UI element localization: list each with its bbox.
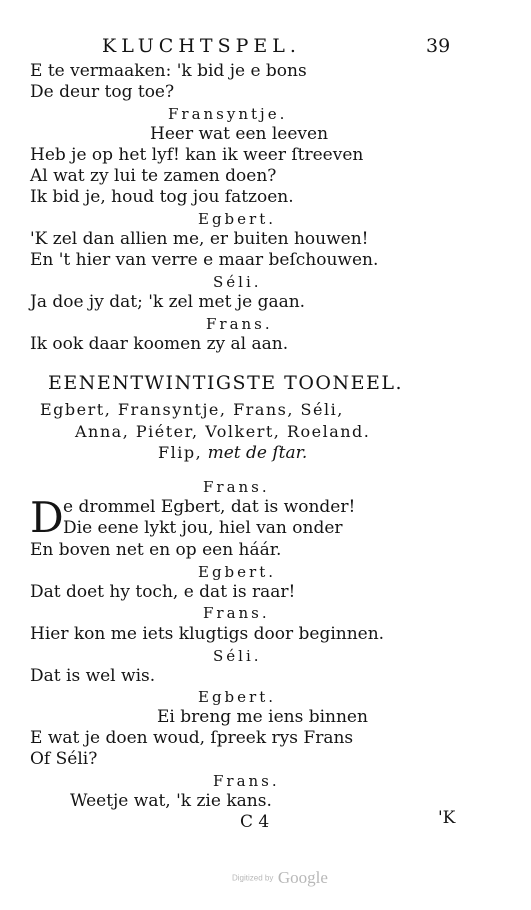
- verse-line: De deur tog toe?: [30, 82, 175, 102]
- verse-line: 'K zel dan allien me, er buiten houwen!: [30, 229, 369, 249]
- signature-mark: C 4: [240, 812, 270, 832]
- verse-line: e drommel Egbert, dat is wonder!: [63, 497, 356, 517]
- digitized-label: Digitized by: [232, 873, 274, 883]
- verse-line: Ja doe jy dat; 'k zel met je gaan.: [30, 292, 306, 312]
- cast-list: [158, 443, 307, 463]
- google-logo: Google: [277, 868, 328, 887]
- verse-line: Ik bid je, houd tog jou fatzoen.: [30, 187, 294, 207]
- verse-line: Heb je op het lyf! kan ik weer ſtreeven: [30, 145, 364, 165]
- speaker-name: Frans.: [203, 604, 270, 622]
- stage-direction: met de ſtar.: [207, 443, 308, 463]
- verse-line: Dat is wel wis.: [30, 666, 156, 686]
- verse-line: Hier kon me iets klugtigs door beginnen.: [30, 624, 385, 644]
- speaker-name: Frans.: [206, 315, 273, 333]
- speaker-name: Egbert.: [198, 210, 276, 228]
- speaker-name: Frans.: [213, 772, 280, 790]
- verse-line: Die eene lykt jou, hiel van onder: [63, 518, 343, 538]
- verse-line: Dat doet hy toch, e dat is raar!: [30, 582, 296, 602]
- cast-list: Egbert, Fransyntje, Frans, Séli,: [40, 400, 344, 419]
- digitized-footer: [232, 868, 328, 888]
- cast-list: Anna, Piéter, Volkert, Roeland.: [75, 422, 371, 441]
- verse-line: Ei breng me iens binnen: [157, 707, 368, 727]
- speaker-name: Egbert.: [198, 688, 276, 706]
- page-number: 39: [426, 35, 451, 57]
- drop-cap: D: [30, 493, 64, 542]
- speaker-name: Séli.: [213, 273, 262, 291]
- speaker-name: Egbert.: [198, 563, 276, 581]
- speaker-name: Fransyntje.: [168, 105, 288, 123]
- verse-line: Al wat zy lui te zamen doen?: [30, 166, 277, 186]
- verse-line: E te vermaaken: 'k bid je e bons: [30, 61, 307, 81]
- running-title: KLUCHTSPEL.: [102, 35, 301, 57]
- scene-title: EENENTWINTIGSTE TOONEEL.: [48, 372, 403, 394]
- verse-line: En 't hier van verre e maar beſchouwen.: [30, 250, 379, 270]
- verse-line: En boven net en op een háár.: [30, 540, 282, 560]
- cast-name: Flip,: [158, 443, 203, 462]
- verse-line: E wat je doen woud, ſpreek rys Frans: [30, 728, 354, 748]
- verse-line: Ik ook daar koomen zy al aan.: [30, 334, 289, 354]
- speaker-name: Séli.: [213, 647, 262, 665]
- verse-line: Of Séli?: [30, 749, 98, 769]
- speaker-name: Frans.: [203, 478, 270, 496]
- verse-line: Heer wat een leeven: [150, 124, 329, 144]
- verse-line: Weetje wat, 'k zie kans.: [70, 791, 272, 811]
- catchword: 'K: [438, 808, 456, 828]
